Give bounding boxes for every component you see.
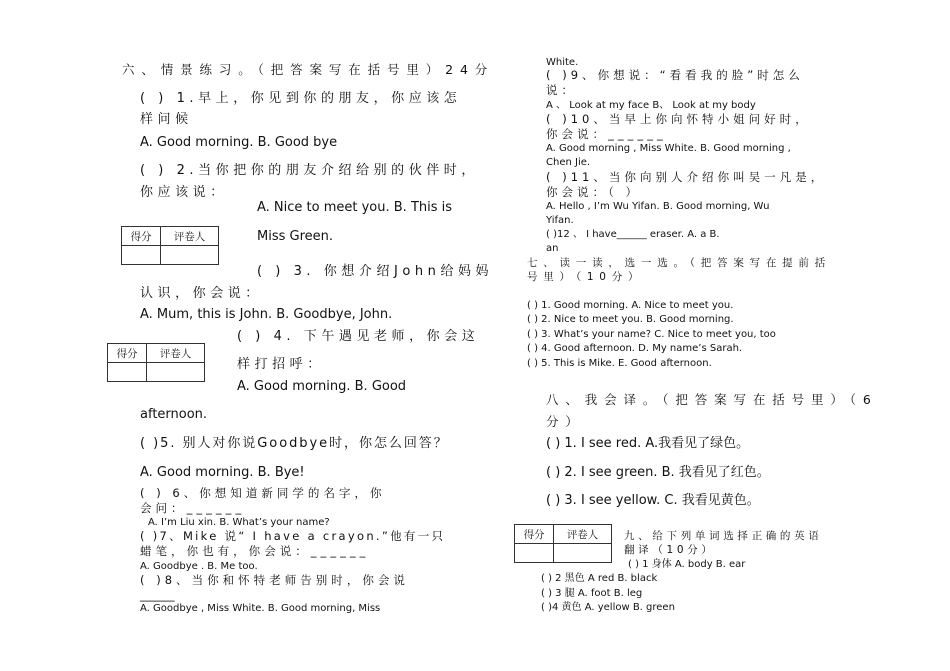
question-5-options: A. Good morning. B. Bye! bbox=[140, 465, 305, 480]
section-8-item: ( ) 2. I see green. B. 我看见了红色。 bbox=[546, 465, 770, 480]
question-11-line1: ( )11、当你向别人介绍你叫吴一凡是， bbox=[546, 170, 827, 184]
question-8-line2: ______ bbox=[140, 588, 175, 602]
question-7-options: A. Goodbye . B. Me too. bbox=[140, 561, 258, 572]
score-cell bbox=[515, 544, 554, 563]
section-7-title-line2: 号里）（10分） bbox=[527, 271, 645, 283]
section-7-item: ( ) 3. What’s your name? C. Nice to meet you, too bbox=[527, 329, 776, 340]
question-11-options: A. Hello , I’m Wu Yifan. B. Good morning, Wu bbox=[546, 201, 770, 212]
question-4-line1: ( ) 4. 下午遇见老师，你会这 bbox=[237, 329, 480, 344]
question-7-line2: 蜡笔，你也有，你会说：______ bbox=[140, 544, 370, 558]
score-box-1 bbox=[121, 226, 219, 265]
section-9-title-line1: 九、给下列单词选择正确的英语 bbox=[624, 530, 823, 542]
section-7-item: ( ) 1. Good morning. A. Nice to meet you. bbox=[527, 300, 734, 311]
question-2-options-line2: Miss Green. bbox=[257, 229, 334, 244]
grader-cell bbox=[147, 363, 205, 382]
question-3-options: A. Mum, this is John. B. Goodbye, John. bbox=[140, 307, 393, 322]
question-2-line1: ( ) 2.当你把你的朋友介绍给别的伙伴时， bbox=[140, 163, 479, 178]
question-7-line1: ( )7、Mike 说“ I have a crayon.”他有一只 bbox=[140, 529, 446, 543]
question-8-options: A. Goodbye , Miss White. B. Good morning, Miss bbox=[140, 603, 381, 614]
score-box-2 bbox=[107, 343, 205, 382]
question-4-line2: 样打招呼： bbox=[237, 357, 325, 372]
question-10-options: A. Good morning , Miss White. B. Good morning , bbox=[546, 143, 791, 154]
score-label: 得分 bbox=[108, 344, 147, 363]
section-9-item: ( ) 3 腿 A. foot B. leg bbox=[541, 588, 643, 599]
score-label: 得分 bbox=[122, 227, 161, 246]
score-cell bbox=[122, 246, 161, 265]
section-7-title-line1: 七、读一读，选一选。（把答案写在提前括 bbox=[527, 257, 831, 269]
question-1-line2: 样问候 bbox=[140, 112, 193, 127]
question-1-options: A. Good morning. B. Good bye bbox=[140, 135, 338, 150]
section-8-item: ( ) 1. I see red. A.我看见了绿色。 bbox=[546, 436, 750, 451]
question-4-options-line2: afternoon. bbox=[140, 407, 208, 422]
grader-cell bbox=[554, 544, 612, 563]
question-10-line3: Chen Jie. bbox=[546, 157, 591, 168]
question-8-line1: ( )8、当你和怀特老师告别时，你会说 bbox=[140, 573, 409, 587]
question-3-line2: 认识，你会说： bbox=[140, 286, 263, 301]
section-9-item: ( )4 黄色 A. yellow B. green bbox=[541, 602, 675, 613]
section-9-item: ( ) 1 身体 A. body B. ear bbox=[628, 559, 746, 570]
question-6-line1: ( ) 6、你想知道新同学的名字，你 bbox=[140, 486, 386, 500]
question-2-line2: 你应该说： bbox=[140, 185, 228, 200]
question-12-line2: an bbox=[546, 243, 559, 254]
question-6-line2: 会问：______ bbox=[140, 501, 246, 515]
question-12-line1: ( )12 、 I have______ eraser. A. a B. bbox=[546, 229, 720, 240]
section-6-title: 六、情景练习。（把答案写在括号里）24分 bbox=[122, 62, 495, 77]
question-6-options: A. I’m Liu xin. B. What’s your name? bbox=[148, 517, 330, 528]
question-1-line1: ( ) 1.早上，你见到你的朋友，你应该怎 bbox=[140, 91, 462, 106]
question-11-line3: Yifan. bbox=[546, 215, 574, 226]
section-8-title-line2: 分） bbox=[546, 414, 585, 429]
section-7-item: ( ) 5. This is Mike. E. Good afternoon. bbox=[527, 358, 712, 369]
question-9-options: A 、 Look at my face B、 Look at my body bbox=[546, 100, 756, 111]
section-8-title-line1: 八、我会译。（把答案写在括号里）（6 bbox=[546, 392, 878, 407]
question-2-options-line1: A. Nice to meet you. B. This is bbox=[257, 200, 453, 215]
score-label: 得分 bbox=[515, 525, 554, 544]
section-7-item: ( ) 2. Nice to meet you. B. Good morning. bbox=[527, 314, 734, 325]
question-9-line2: 说： bbox=[546, 83, 578, 97]
section-7-item: ( ) 4. Good afternoon. D. My name’s Sarah. bbox=[527, 343, 743, 354]
grader-label: 评卷人 bbox=[554, 525, 612, 544]
question-11-line2: 你会说：（ ） bbox=[546, 185, 642, 199]
question-5: ( )5. 别人对你说Goodbye时，你怎么回答？ bbox=[140, 436, 449, 451]
grader-label: 评卷人 bbox=[161, 227, 219, 246]
score-box-3 bbox=[514, 524, 612, 563]
section-9-item: ( ) 2 黑色 A red B. black bbox=[541, 573, 658, 584]
grader-cell bbox=[161, 246, 219, 265]
question-9-line1: ( )9、你想说：“看看我的脸”时怎么 bbox=[546, 68, 804, 82]
question-10-line2: 你会说：______ bbox=[546, 127, 667, 141]
question-4-options-line1: A. Good morning. B. Good bbox=[237, 379, 407, 394]
score-cell bbox=[108, 363, 147, 382]
section-9-title-line2: 翻译（10分） bbox=[624, 544, 716, 556]
grader-label: 评卷人 bbox=[147, 344, 205, 363]
question-3-line1: ( ) 3. 你想介绍John给妈妈 bbox=[257, 264, 494, 279]
section-8-item: ( ) 3. I see yellow. C. 我看见黄色。 bbox=[546, 493, 760, 508]
question-10-line1: ( )10、当早上你向怀特小姐问好时， bbox=[546, 112, 811, 126]
question-8-continuation: White. bbox=[546, 57, 579, 68]
